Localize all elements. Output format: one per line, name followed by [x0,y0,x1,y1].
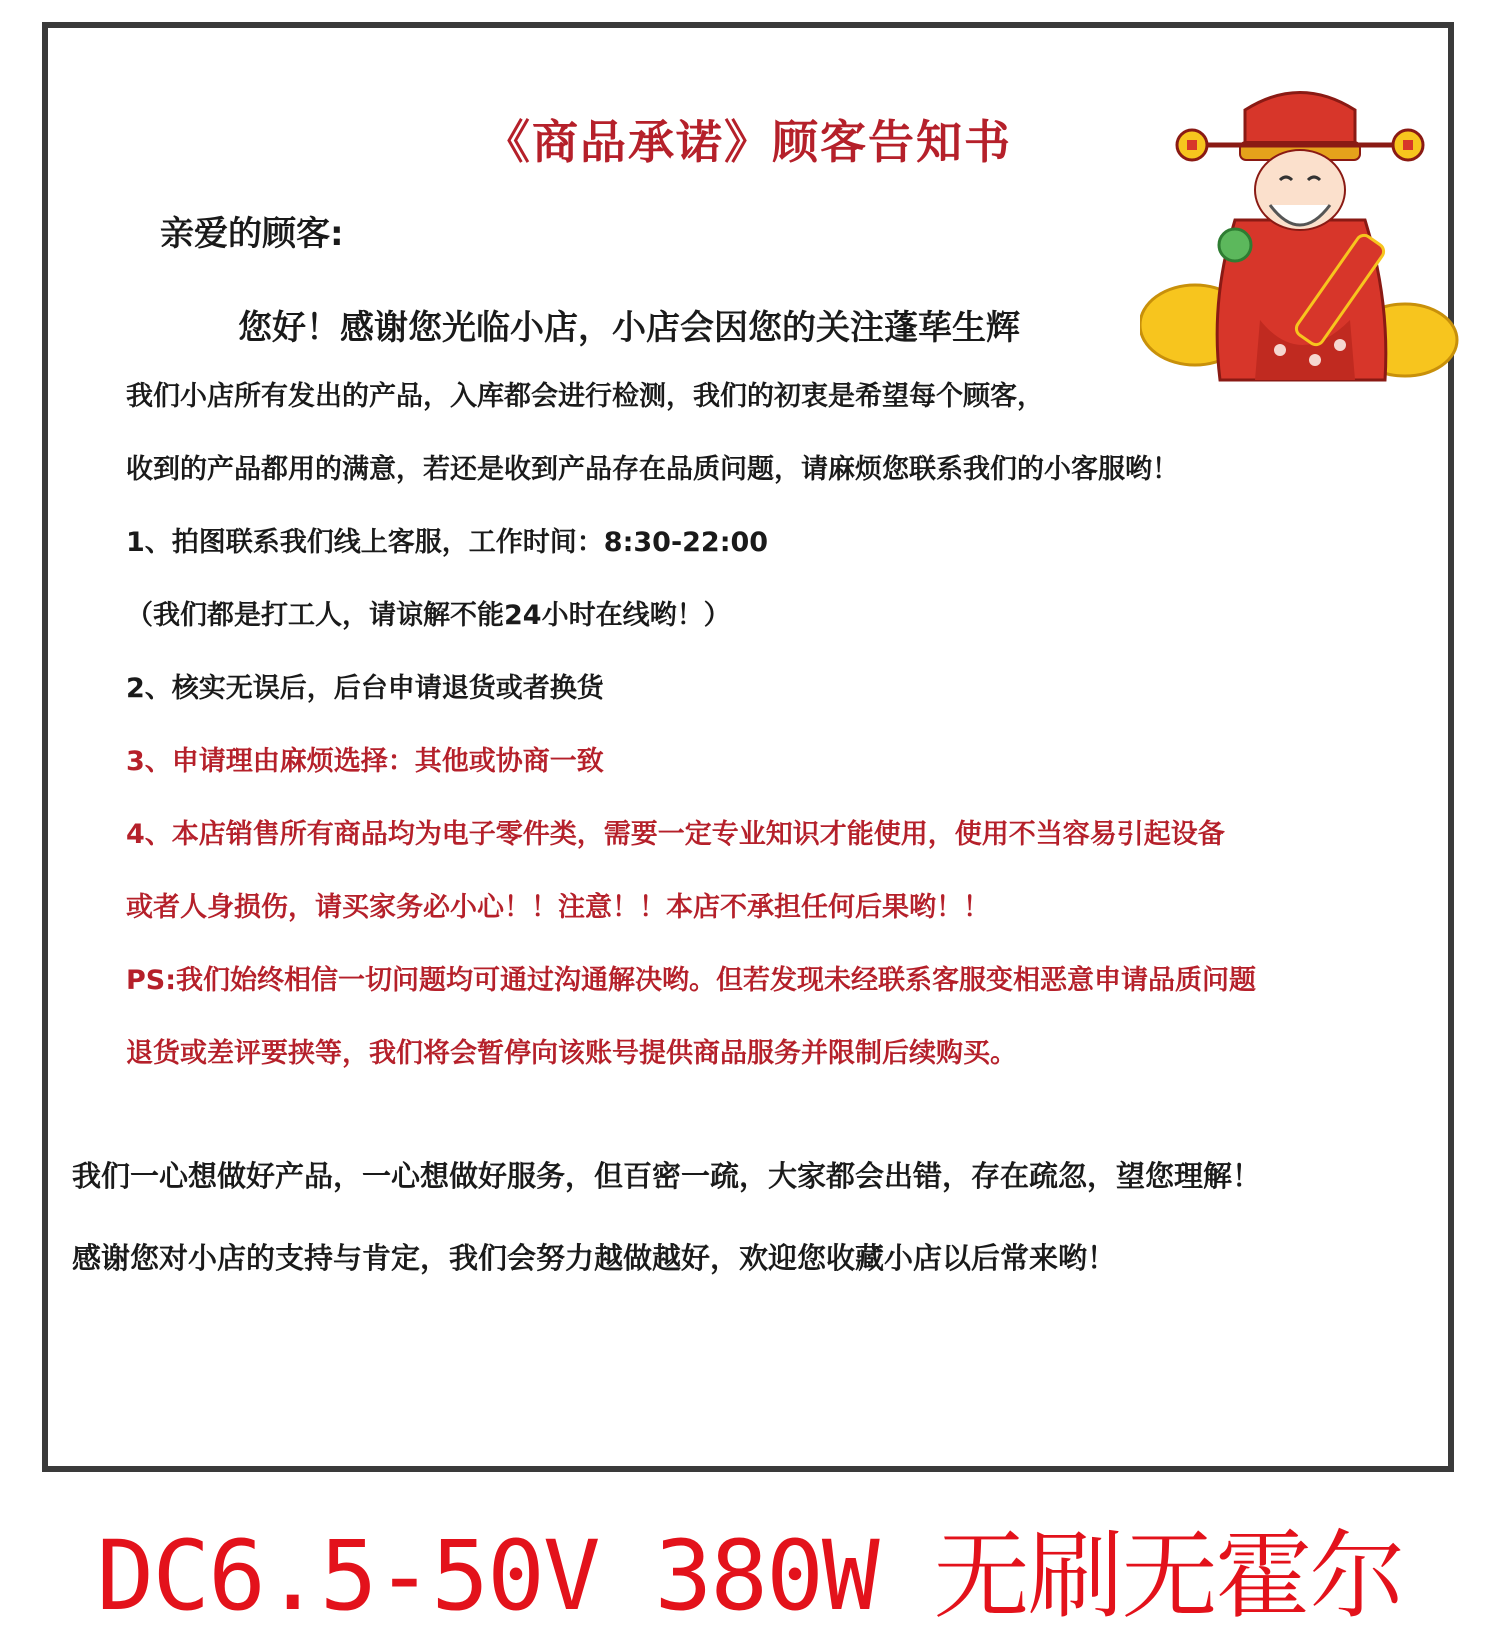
salutation: 亲爱的顾客: [160,214,344,254]
god-of-wealth-illustration-icon [1140,70,1460,410]
notice-title: 《商品承诺》顾客告知书 [484,115,1012,169]
notice-red-line: 4、本店销售所有商品均为电子零件类，需要一定专业知识才能使用，使用不当容易引起设备 [126,819,1225,850]
notice-line: 2、核实无误后，后台申请退货或者换货 [126,673,604,704]
greeting: 您好！感谢您光临小店，小店会因您的关注蓬荜生辉 [238,308,1020,348]
notice-red-line: 或者人身损伤，请买家务必小心！！注意！！本店不承担任何后果哟！！ [126,892,990,923]
notice-line: 1、拍图联系我们线上客服，工作时间：8:30-22:00 [126,527,769,558]
notice-line: （我们都是打工人，请谅解不能24小时在线哟！） [126,600,731,631]
notice-red-line: 3、申请理由麻烦选择：其他或协商一致 [126,746,604,777]
product-caption: DC6.5-50V 380W 无刷无霍尔 [96,1520,1404,1632]
notice-line: 收到的产品都用的满意，若还是收到产品存在品质问题，请麻烦您联系我们的小客服哟！ [126,454,1179,485]
closing-line: 感谢您对小店的支持与肯定，我们会努力越做越好，欢迎您收藏小店以后常来哟！ [72,1241,1117,1275]
closing-line: 我们一心想做好产品，一心想做好服务，但百密一疏，大家都会出错，存在疏忽，望您理解！ [72,1159,1262,1193]
notice-line: 我们小店所有发出的产品，入库都会进行检测，我们的初衷是希望每个顾客， [126,381,1044,412]
notice-red-line: 退货或差评要挟等，我们将会暂停向该账号提供商品服务并限制后续购买。 [126,1038,1017,1069]
notice-red-line: PS:我们始终相信一切问题均可通过沟通解决哟。但若发现未经联系客服变相恶意申请品质问题 [126,965,1257,996]
